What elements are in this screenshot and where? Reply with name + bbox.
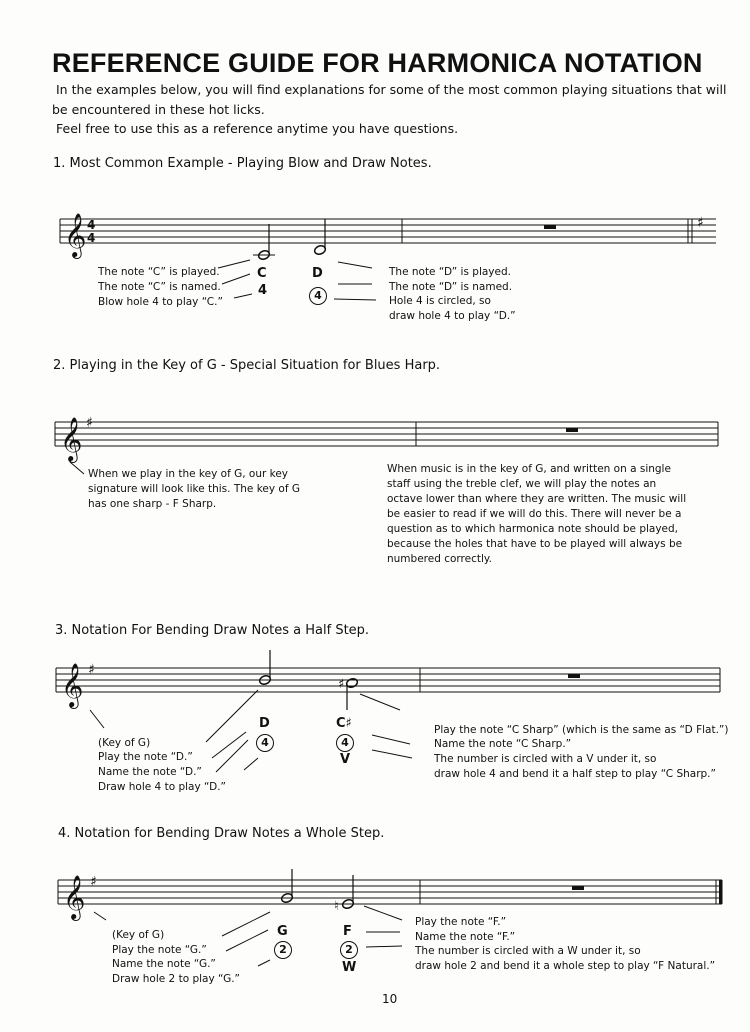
intro-line-2: be encountered in these hot licks. (52, 102, 265, 117)
s2-left-line-2: signature will look like this. The key of G (88, 483, 301, 495)
section-4-heading: 4. Notation for Bending Draw Notes a Whole Step. (58, 826, 385, 841)
sharp-icon: ♯ (338, 677, 345, 692)
s3-left-line-3: Name the note “D.” (98, 766, 202, 778)
s1-note1-hole: 4 (258, 283, 268, 298)
s4-right-line-2: Name the note “F.” (415, 931, 516, 943)
s1-right-note-1: The note “D” is played. (389, 266, 511, 278)
s4-left-line-1: (Key of G) (112, 929, 165, 941)
time-signature-top: 4 (87, 218, 96, 232)
s1-left-note-2: The note “C” is named. (98, 281, 221, 293)
sharp-icon: ♯ (697, 215, 704, 231)
time-signature-bottom: 4 (87, 231, 96, 245)
s3-left-line-4: Draw hole 4 to play “D.” (98, 781, 226, 793)
page-number: 10 (382, 992, 398, 1006)
s3-right-line-2: Name the note “C Sharp.” (434, 738, 572, 750)
s3-note2-bend-mark: V (340, 752, 351, 767)
s2-left-line-3: has one sharp - F Sharp. (88, 498, 217, 510)
sharp-icon: ♯ (88, 662, 95, 678)
s3-note2-hole-circled: 4 (336, 734, 354, 752)
s2-right-line-5: question as to which harmonica note should be played, (387, 523, 679, 535)
s1-note2-name: D (312, 266, 323, 281)
treble-clef-icon: 𝄞 (61, 663, 84, 707)
s1-left-note-3: Blow hole 4 to play “C.” (98, 296, 223, 308)
s3-note1-hole-circled: 4 (256, 734, 274, 752)
s4-note1-name: G (277, 924, 288, 939)
sharp-icon: ♯ (90, 874, 97, 890)
s3-right-line-1: Play the note “C Sharp” (which is the same as “D Flat.”) (434, 724, 729, 736)
s4-left-line-4: Draw hole 2 to play “G.” (112, 973, 240, 985)
s2-right-line-1: When music is in the key of G, and written on a single (387, 463, 671, 475)
s4-note1-hole-circled: 2 (274, 941, 292, 959)
s2-right-line-2: staff using the treble clef, we will play the notes an (387, 478, 657, 490)
page-title: REFERENCE GUIDE FOR HARMONICA NOTATION (52, 48, 703, 78)
s4-right-line-1: Play the note “F.” (415, 916, 507, 928)
s4-left-line-3: Name the note “G.” (112, 958, 216, 970)
section-2-heading: 2. Playing in the Key of G - Special Situation for Blues Harp. (53, 358, 441, 373)
s2-right-line-7: numbered correctly. (387, 553, 492, 565)
treble-clef-icon: 𝄞 (60, 417, 83, 461)
s3-left-line-1: (Key of G) (98, 737, 151, 749)
s1-right-note-4: draw hole 4 to play “D.” (389, 310, 516, 322)
s4-note2-hole-circled: 2 (340, 941, 358, 959)
natural-icon: ♮ (334, 899, 339, 914)
s2-right-line-4: be easier to read if we will do this. There will never be a (387, 508, 682, 520)
treble-clef-icon: 𝄞 (64, 213, 87, 257)
s4-note2-name: F (343, 924, 352, 939)
s3-left-line-2: Play the note “D.” (98, 751, 193, 763)
s2-right-line-6: because the holes that have to be played will always be (387, 538, 683, 550)
s2-right-line-3: octave lower than where they are written. The music will (387, 493, 687, 505)
section-1-heading: 1. Most Common Example - Playing Blow and Draw Notes. (53, 156, 432, 171)
section-3-heading: 3. Notation For Bending Draw Notes a Half Step. (55, 623, 370, 638)
s1-left-note-1: The note “C” is played. (98, 266, 220, 278)
s4-right-line-3: The number is circled with a W under it, so (415, 945, 641, 957)
s3-right-line-3: The number is circled with a V under it, so (434, 753, 657, 765)
s1-note2-hole-circled: 4 (309, 287, 327, 305)
whole-rest (572, 886, 584, 890)
s3-right-line-4: draw hole 4 and bend it a half step to play “C Sharp.” (434, 768, 716, 780)
intro-line-3: Feel free to use this as a reference anytime you have questions. (56, 121, 459, 136)
s4-left-line-2: Play the note “G.” (112, 944, 207, 956)
s2-left-line-1: When we play in the key of G, our key (88, 468, 289, 480)
s4-note2-bend-mark: W (342, 960, 357, 975)
s4-right-line-4: draw hole 2 and bend it a whole step to play “F Natural.” (415, 960, 716, 972)
s1-right-note-2: The note “D” is named. (389, 281, 513, 293)
sharp-icon: ♯ (86, 415, 93, 431)
treble-clef-icon: 𝄞 (63, 875, 86, 919)
s1-right-note-3: Hole 4 is circled, so (389, 295, 491, 307)
s1-note1-name: C (257, 266, 267, 281)
s3-note2-name: C♯ (336, 716, 352, 731)
intro-line-1: In the examples below, you will find explanations for some of the most common playing situations that will (56, 82, 727, 97)
s3-note1-name: D (259, 716, 270, 731)
